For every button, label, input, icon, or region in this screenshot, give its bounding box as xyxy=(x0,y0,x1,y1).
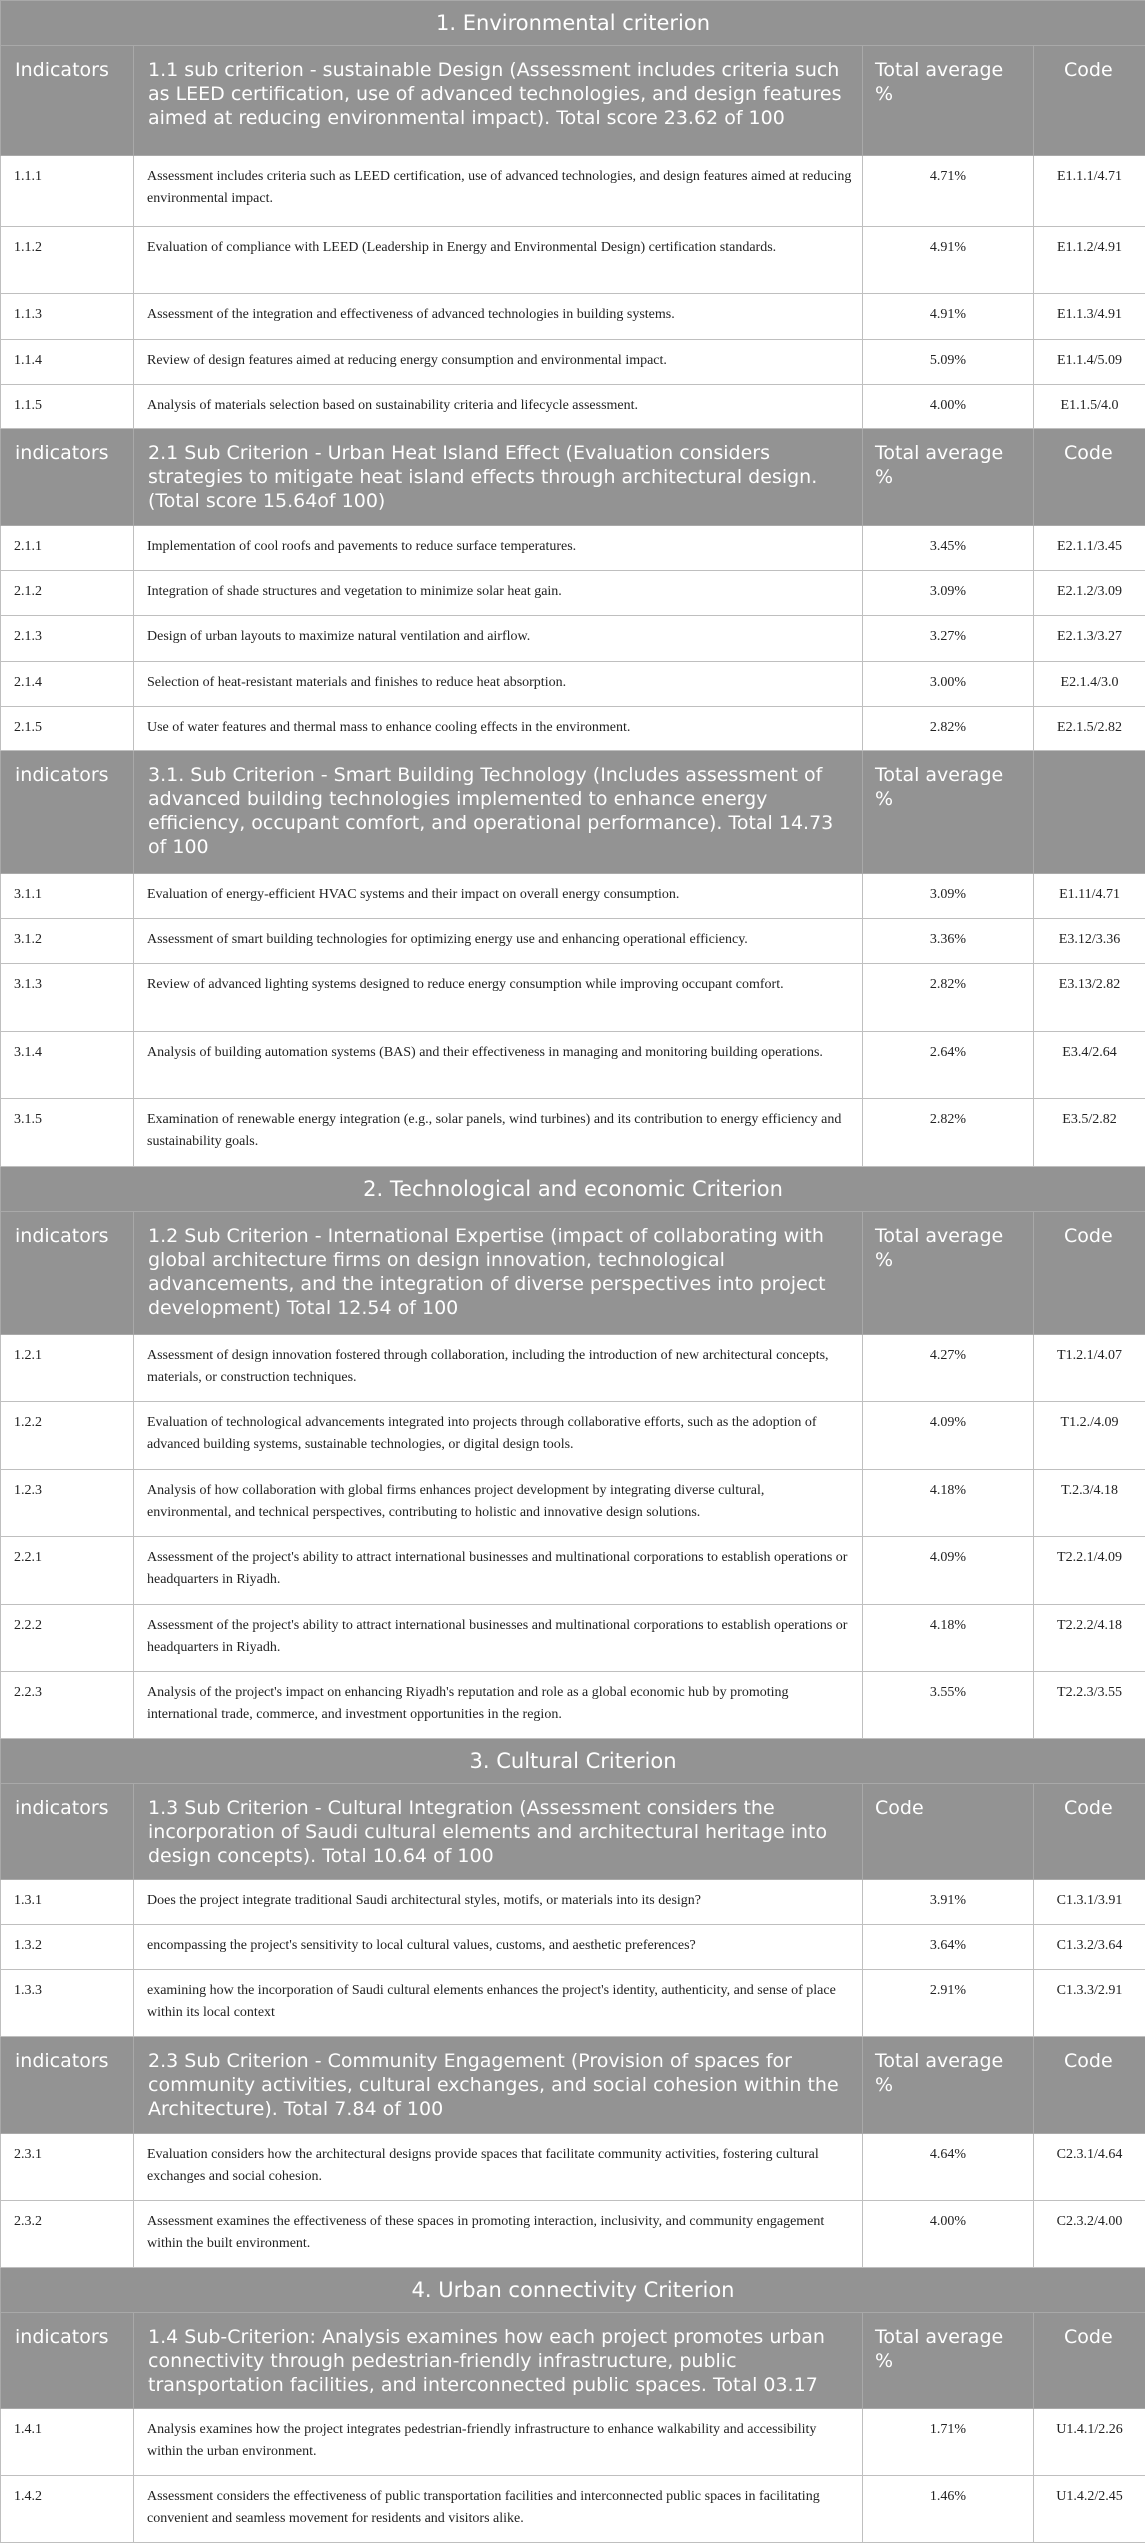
indicator-id: 3.1.1 xyxy=(1,874,134,919)
header-indicators: indicators xyxy=(1,2313,134,2409)
indicator-description: Evaluation of technological advancements integrated into projects through collaborative efforts, such as the adoption of advanced building systems, sustainable technologies, or digital design tools. xyxy=(134,1402,863,1470)
table-row xyxy=(1,1537,1145,1605)
table-row xyxy=(1,1099,1145,1167)
indicator-description: examining how the incorporation of Saudi cultural elements enhances the project's identity, authenticity, and sense of place within its local context xyxy=(134,1970,863,2037)
table-row xyxy=(1,571,1145,616)
indicator-code: C2.3.1/4.64 xyxy=(1034,2134,1145,2201)
header-code: Code xyxy=(1034,1212,1145,1335)
indicator-code: C2.3.2/4.00 xyxy=(1034,2201,1145,2268)
total-average: 1.71% xyxy=(863,2409,1034,2476)
header-code: Code xyxy=(1034,2313,1145,2409)
header-indicators: Indicators xyxy=(1,46,134,156)
indicator-description: Evaluation considers how the architectural designs provide spaces that facilitate community activities, fostering cultural exchanges and social cohesion. xyxy=(134,2134,863,2201)
table-row xyxy=(1,662,1145,707)
indicator-code: E1.1.5/4.0 xyxy=(1034,385,1145,429)
indicator-id: 2.1.5 xyxy=(1,707,134,751)
indicator-id: 1.2.2 xyxy=(1,1402,134,1470)
indicator-id: 1.2.1 xyxy=(1,1335,134,1402)
indicator-id: 3.1.4 xyxy=(1,1032,134,1099)
total-average: 4.91% xyxy=(863,227,1034,294)
total-average: 2.82% xyxy=(863,707,1034,751)
indicator-description: Analysis of materials selection based on sustainability criteria and lifecycle assessment. xyxy=(134,385,863,429)
section-title-row xyxy=(1,1739,1145,1784)
header-indicators: indicators xyxy=(1,429,134,526)
header-code xyxy=(1034,751,1145,874)
total-average: 4.00% xyxy=(863,385,1034,429)
table-row xyxy=(1,1925,1145,1970)
indicator-id: 2.2.2 xyxy=(1,1605,134,1672)
total-average: 1.46% xyxy=(863,2476,1034,2543)
total-average: 4.71% xyxy=(863,156,1034,227)
indicator-code: E3.4/2.64 xyxy=(1034,1032,1145,1099)
indicator-description: Does the project integrate traditional Saudi architectural styles, motifs, or materials into its design? xyxy=(134,1880,863,1925)
table-row xyxy=(1,1880,1145,1925)
indicator-code: C1.3.2/3.64 xyxy=(1034,1925,1145,1970)
indicator-id: 1.1.2 xyxy=(1,227,134,294)
total-average: 2.64% xyxy=(863,1032,1034,1099)
indicator-id: 1.1.1 xyxy=(1,156,134,227)
indicator-id: 3.1.5 xyxy=(1,1099,134,1167)
header-average: Total average % xyxy=(863,2037,1034,2134)
indicator-id: 2.2.3 xyxy=(1,1672,134,1739)
table-row xyxy=(1,1970,1145,2037)
header-sub-criterion: 1.2 Sub Criterion - International Expertise (impact of collaborating with global architecture firms on design innovation, technological advancements, and the integration of diverse perspectives into project development) Total 12.54 of 100 xyxy=(134,1212,863,1335)
header-average: Total average % xyxy=(863,751,1034,874)
indicator-code: U1.4.1/2.26 xyxy=(1034,2409,1145,2476)
indicator-code: T2.2.1/4.09 xyxy=(1034,1537,1145,1605)
header-code: Code xyxy=(1034,1784,1145,1880)
header-average: Total average % xyxy=(863,429,1034,526)
header-average: Total average % xyxy=(863,1212,1034,1335)
indicator-code: E1.1.3/4.91 xyxy=(1034,294,1145,340)
indicator-id: 1.4.1 xyxy=(1,2409,134,2476)
indicator-description: Design of urban layouts to maximize natural ventilation and airflow. xyxy=(134,616,863,662)
indicator-id: 1.1.3 xyxy=(1,294,134,340)
indicator-id: 1.1.5 xyxy=(1,385,134,429)
indicator-description: Assessment examines the effectiveness of these spaces in promoting interaction, inclusivity, and community engagement within the built environment. xyxy=(134,2201,863,2268)
indicator-id: 1.4.2 xyxy=(1,2476,134,2543)
indicator-code: E1.1.2/4.91 xyxy=(1034,227,1145,294)
indicator-id: 2.3.1 xyxy=(1,2134,134,2201)
indicator-code: T2.2.3/3.55 xyxy=(1034,1672,1145,1739)
indicator-id: 2.2.1 xyxy=(1,1537,134,1605)
table-row xyxy=(1,526,1145,571)
header-indicators: indicators xyxy=(1,2037,134,2134)
total-average: 4.09% xyxy=(863,1402,1034,1470)
total-average: 4.18% xyxy=(863,1605,1034,1672)
total-average: 3.55% xyxy=(863,1672,1034,1739)
indicator-id: 2.1.1 xyxy=(1,526,134,571)
indicator-code: E2.1.4/3.0 xyxy=(1034,662,1145,707)
indicator-description: Assessment of the integration and effectiveness of advanced technologies in building systems. xyxy=(134,294,863,340)
indicator-id: 1.1.4 xyxy=(1,340,134,385)
indicator-id: 2.3.2 xyxy=(1,2201,134,2268)
indicator-description: Analysis of how collaboration with global firms enhances project development by integrating diverse cultural, environmental, and technical perspectives, contributing to holistic and innovative design solutions. xyxy=(134,1470,863,1537)
table-row xyxy=(1,294,1145,340)
table-row xyxy=(1,1605,1145,1672)
indicator-description: Analysis of the project's impact on enhancing Riyadh's reputation and role as a global economic hub by promoting international trade, commerce, and investment opportunities in the region. xyxy=(134,1672,863,1739)
table-row xyxy=(1,1672,1145,1739)
indicator-code: T1.2./4.09 xyxy=(1034,1402,1145,1470)
indicator-description: Use of water features and thermal mass to enhance cooling effects in the environment. xyxy=(134,707,863,751)
header-sub-criterion: 2.3 Sub Criterion - Community Engagement (Provision of spaces for community activities, cultural exchanges, and social cohesion within the Architecture). Total 7.84 of 100 xyxy=(134,2037,863,2134)
total-average: 4.18% xyxy=(863,1470,1034,1537)
indicator-code: E3.13/2.82 xyxy=(1034,964,1145,1032)
indicator-id: 3.1.2 xyxy=(1,919,134,964)
table-header-row xyxy=(1,1212,1145,1335)
total-average: 3.64% xyxy=(863,1925,1034,1970)
table-row xyxy=(1,1402,1145,1470)
indicator-description: Selection of heat-resistant materials and finishes to reduce heat absorption. xyxy=(134,662,863,707)
total-average: 5.09% xyxy=(863,340,1034,385)
indicator-id: 1.3.2 xyxy=(1,1925,134,1970)
indicator-code: E3.5/2.82 xyxy=(1034,1099,1145,1167)
table-header-row xyxy=(1,429,1145,526)
indicator-id: 2.1.4 xyxy=(1,662,134,707)
section-title: 1. Environmental criterion xyxy=(1,1,1145,46)
indicator-code: C1.3.1/3.91 xyxy=(1034,1880,1145,1925)
total-average: 2.82% xyxy=(863,964,1034,1032)
indicator-code: T1.2.1/4.07 xyxy=(1034,1335,1145,1402)
header-sub-criterion: 1.4 Sub-Criterion: Analysis examines how each project promotes urban connectivity through pedestrian-friendly infrastructure, public transportation facilities, and interconnected public spaces. Total 03.17 xyxy=(134,2313,863,2409)
table-row xyxy=(1,919,1145,964)
indicator-code: T2.2.2/4.18 xyxy=(1034,1605,1145,1672)
total-average: 3.27% xyxy=(863,616,1034,662)
table-header-row xyxy=(1,751,1145,874)
table-row xyxy=(1,227,1145,294)
section-title-row xyxy=(1,1,1145,46)
table-row xyxy=(1,1032,1145,1099)
indicator-id: 1.2.3 xyxy=(1,1470,134,1537)
header-code: Code xyxy=(1034,429,1145,526)
indicator-code: T.2.3/4.18 xyxy=(1034,1470,1145,1537)
indicator-description: Review of advanced lighting systems designed to reduce energy consumption while improving occupant comfort. xyxy=(134,964,863,1032)
table-row xyxy=(1,1335,1145,1402)
indicator-description: Assessment of the project's ability to attract international businesses and multinational corporations to establish operations or headquarters in Riyadh. xyxy=(134,1537,863,1605)
total-average: 2.82% xyxy=(863,1099,1034,1167)
table-row xyxy=(1,385,1145,429)
total-average: 4.64% xyxy=(863,2134,1034,2201)
total-average: 4.00% xyxy=(863,2201,1034,2268)
header-sub-criterion: 3.1. Sub Criterion - Smart Building Technology (Includes assessment of advanced building technologies implemented to enhance energy efficiency, occupant comfort, and operational performance). Total 14.73 of 100 xyxy=(134,751,863,874)
header-indicators: indicators xyxy=(1,1212,134,1335)
header-indicators: indicators xyxy=(1,1784,134,1880)
section-title-row xyxy=(1,2268,1145,2313)
table-row xyxy=(1,2134,1145,2201)
indicator-id: 1.3.3 xyxy=(1,1970,134,2037)
total-average: 4.09% xyxy=(863,1537,1034,1605)
indicator-code: U1.4.2/2.45 xyxy=(1034,2476,1145,2543)
header-sub-criterion: 1.1 sub criterion - sustainable Design (Assessment includes criteria such as LEED certification, use of advanced technologies, and design features aimed at reducing environmental impact). Total score 23.62 of 100 xyxy=(134,46,863,156)
table-row xyxy=(1,2409,1145,2476)
indicator-description: encompassing the project's sensitivity to local cultural values, customs, and aesthetic preferences? xyxy=(134,1925,863,1970)
header-average: Total average % xyxy=(863,2313,1034,2409)
indicator-id: 2.1.3 xyxy=(1,616,134,662)
section-title-row xyxy=(1,1167,1145,1212)
indicator-description: Examination of renewable energy integration (e.g., solar panels, wind turbines) and its contribution to energy efficiency and sustainability goals. xyxy=(134,1099,863,1167)
table-row xyxy=(1,874,1145,919)
indicator-code: E3.12/3.36 xyxy=(1034,919,1145,964)
table-row xyxy=(1,616,1145,662)
table-row xyxy=(1,2476,1145,2543)
indicator-description: Integration of shade structures and vegetation to minimize solar heat gain. xyxy=(134,571,863,616)
total-average: 3.09% xyxy=(863,874,1034,919)
indicator-code: E2.1.3/3.27 xyxy=(1034,616,1145,662)
indicator-description: Assessment of the project's ability to attract international businesses and multinational corporations to establish operations or headquarters in Riyadh. xyxy=(134,1605,863,1672)
indicator-code: E2.1.2/3.09 xyxy=(1034,571,1145,616)
table-row xyxy=(1,964,1145,1032)
header-indicators: indicators xyxy=(1,751,134,874)
table-row xyxy=(1,1470,1145,1537)
header-average: Code xyxy=(863,1784,1034,1880)
total-average: 3.00% xyxy=(863,662,1034,707)
total-average: 3.91% xyxy=(863,1880,1034,1925)
indicator-description: Assessment of design innovation fostered through collaboration, including the introduction of new architectural concepts, materials, or construction techniques. xyxy=(134,1335,863,1402)
indicator-code: E2.1.5/2.82 xyxy=(1034,707,1145,751)
indicator-id: 1.3.1 xyxy=(1,1880,134,1925)
indicator-description: Review of design features aimed at reducing energy consumption and environmental impact. xyxy=(134,340,863,385)
header-code: Code xyxy=(1034,2037,1145,2134)
header-code: Code xyxy=(1034,46,1145,156)
table-row xyxy=(1,707,1145,751)
total-average: 3.09% xyxy=(863,571,1034,616)
indicator-description: Assessment of smart building technologies for optimizing energy use and enhancing operational efficiency. xyxy=(134,919,863,964)
indicator-description: Analysis examines how the project integrates pedestrian-friendly infrastructure to enhance walkability and accessibility within the urban environment. xyxy=(134,2409,863,2476)
section-title: 4. Urban connectivity Criterion xyxy=(1,2268,1145,2313)
section-title: 3. Cultural Criterion xyxy=(1,1739,1145,1784)
section-title: 2. Technological and economic Criterion xyxy=(1,1167,1145,1212)
total-average: 3.45% xyxy=(863,526,1034,571)
total-average: 3.36% xyxy=(863,919,1034,964)
total-average: 2.91% xyxy=(863,1970,1034,2037)
indicator-code: C1.3.3/2.91 xyxy=(1034,1970,1145,2037)
total-average: 4.91% xyxy=(863,294,1034,340)
table-row xyxy=(1,2201,1145,2268)
header-average: Total average % xyxy=(863,46,1034,156)
table-header-row xyxy=(1,46,1145,156)
indicator-id: 2.1.2 xyxy=(1,571,134,616)
table-row xyxy=(1,156,1145,227)
criteria-table-body xyxy=(1,1,1145,2543)
header-sub-criterion: 1.3 Sub Criterion - Cultural Integration (Assessment considers the incorporation of Saudi cultural elements and architectural heritage into design concepts). Total 10.64 of 100 xyxy=(134,1784,863,1880)
indicator-description: Evaluation of energy-efficient HVAC systems and their impact on overall energy consumption. xyxy=(134,874,863,919)
table-header-row xyxy=(1,2037,1145,2134)
total-average: 4.27% xyxy=(863,1335,1034,1402)
indicator-description: Assessment includes criteria such as LEED certification, use of advanced technologies, and design features aimed at reducing environmental impact. xyxy=(134,156,863,227)
indicator-code: E2.1.1/3.45 xyxy=(1034,526,1145,571)
table-header-row xyxy=(1,1784,1145,1880)
header-sub-criterion: 2.1 Sub Criterion - Urban Heat Island Effect (Evaluation considers strategies to mitigate heat island effects through architectural design. (Total score 15.64of 100) xyxy=(134,429,863,526)
indicator-description: Assessment considers the effectiveness of public transportation facilities and interconnected public spaces in facilitating convenient and seamless movement for residents and visitors alike. xyxy=(134,2476,863,2543)
indicator-code: E1.1.4/5.09 xyxy=(1034,340,1145,385)
indicator-code: E1.1.1/4.71 xyxy=(1034,156,1145,227)
indicator-id: 3.1.3 xyxy=(1,964,134,1032)
table-row xyxy=(1,340,1145,385)
indicator-description: Analysis of building automation systems (BAS) and their effectiveness in managing and monitoring building operations. xyxy=(134,1032,863,1099)
indicator-description: Evaluation of compliance with LEED (Leadership in Energy and Environmental Design) certification standards. xyxy=(134,227,863,294)
indicator-code: E1.11/4.71 xyxy=(1034,874,1145,919)
indicator-description: Implementation of cool roofs and pavements to reduce surface temperatures. xyxy=(134,526,863,571)
table-header-row xyxy=(1,2313,1145,2409)
